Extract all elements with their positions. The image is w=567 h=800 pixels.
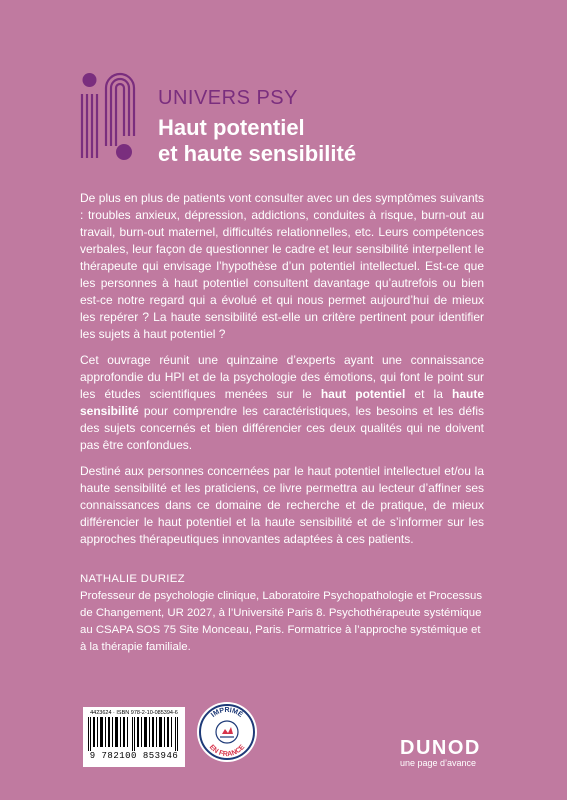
author-block: [80, 571, 484, 656]
book-title-line-1: Haut potentiel: [158, 115, 305, 140]
isbn-code-line: 4423624 · ISBN 978-2-10-085394-6: [90, 710, 178, 716]
barcode-number: 9 782100 853946: [89, 751, 179, 761]
book-title-line-2: et haute sensibilité: [158, 141, 357, 166]
description-paragraph-2: [80, 352, 484, 454]
emphasis-haute-sensibilite: haute sensibilité: [80, 387, 484, 418]
author-bio: Professeur de psychologie clinique, Laboratoire Psychopathologie et Processus de Changement, UR 2027, à l’Université Paris 8. Psychothérapeute systémique au CSAPA SOS 75 Site Monceau, Paris. Formatrice à l’approche systémique et à la thérapie familiale.: [80, 590, 483, 653]
badge-bottom-text: EN FRANCE: [207, 743, 247, 759]
description-paragraph-3: Destiné aux personnes concernées par le haut potentiel intellectuel et/ou la haute sensibilité et les praticiens, ce livre permettra au lecteur d’affiner ses connaissances dans ce domaine de recherche et de pratique, de mieux différencier le haut potentiel et la haute sensibilité et de s’informer sur les approches thérapeutiques innovantes adaptées à ces patients.: [80, 464, 484, 546]
badge-top-text: IMPRIMÉ: [210, 707, 244, 719]
publisher-tagline: une page d’avance: [400, 758, 477, 768]
publisher-block: [400, 737, 481, 768]
back-cover-description: [80, 190, 484, 557]
emphasis-haut-potentiel: haut potentiel: [320, 387, 406, 401]
imprime-en-france-badge-icon: [195, 700, 259, 764]
paragraph-2-text-c: pour comprendre les caractéristiques, les besoins et les défis des sujets concernés et bien différencier ces deux qualités qui ne doivent pas être confondues.: [80, 404, 484, 452]
univers-psy-logo-icon: [76, 66, 138, 166]
barcode-icon: [86, 717, 182, 751]
publisher-name: DUNOD: [400, 737, 481, 759]
author-name: NATHALIE DURIEZ: [80, 573, 185, 585]
barcode-block: [83, 707, 185, 767]
paragraph-2-text-b: et la: [405, 387, 452, 401]
paragraph-2-text-a: Cet ouvrage réunit une quinzaine d’experts ayant une connaissance approfondie du HPI et de la psychologie des émotions, qui font le point sur les études scientifiques menées sur le: [80, 353, 484, 401]
book-title: [158, 115, 356, 167]
series-name: UNIVERS PSY: [158, 87, 298, 109]
description-paragraph-1: De plus en plus de patients vont consulter avec un des symptômes suivants : troubles anxieux, dépression, addictions, conduites à risque, burn-out au travail, burn-out maternel, difficultés relationnelles, etc. Leurs compétences verbales, leur façon de questionner le cadre et leur sensibilité interpellent le thérapeute qui envisage l’hypothèse d’un potentiel intellectuel. Est-ce que les personnes à haut potentiel consultent davantage qu’autrefois ou bien est-ce notre regard qui a évolué et qui nous permet aujourd’hui de mieux les repérer ? La haute sensibilité est-elle un critère pertinent pour identifier les sujets à haut potentiel ?: [80, 191, 484, 341]
